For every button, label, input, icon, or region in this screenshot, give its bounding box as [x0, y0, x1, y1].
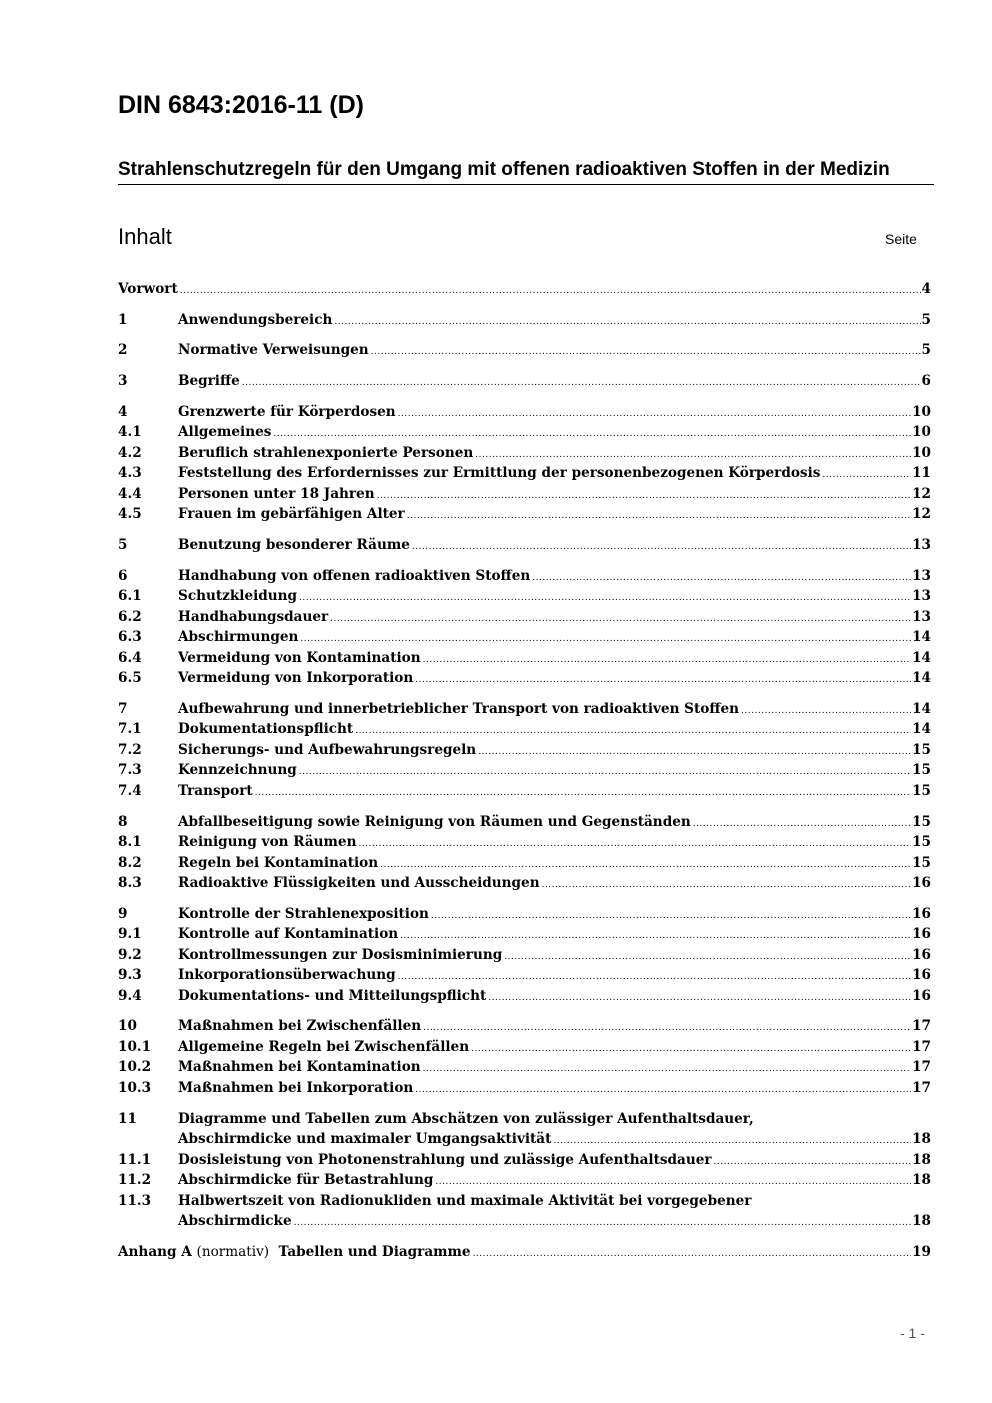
dot-leader — [488, 988, 911, 1009]
toc-entry-number: 6.5 — [118, 670, 142, 687]
toc-entry-title: Transport — [178, 782, 253, 799]
toc-entry-2[interactable] — [118, 340, 931, 361]
dot-leader — [398, 404, 911, 425]
toc-entry-number: 6.1 — [118, 588, 142, 605]
toc-entry-title: Sicherungs- und Aufbewahrungsregeln — [178, 741, 477, 758]
toc-entry-number: 11.3 — [118, 1192, 152, 1209]
toc-entry-page: 5 — [921, 311, 931, 328]
toc-entry-9-4[interactable] — [118, 986, 931, 1007]
toc-entry-title: Handhabung von offenen radioaktiven Stoffen — [178, 567, 531, 584]
toc-entry-title: Vermeidung von Kontamination — [178, 649, 421, 666]
dot-leader — [542, 875, 912, 896]
toc-entry-page: 13 — [912, 588, 931, 605]
toc-entry-title: Maßnahmen bei Kontamination — [178, 1059, 421, 1076]
toc-entry-page: 15 — [912, 762, 931, 779]
toc-entry-page: 10 — [912, 444, 931, 461]
dot-leader — [299, 588, 911, 609]
toc-entry-4[interactable] — [118, 402, 931, 423]
dot-leader — [423, 1018, 911, 1039]
toc-entry-number: 3 — [118, 373, 128, 390]
toc-entry-6[interactable] — [118, 566, 931, 587]
toc-entry-number: 8.3 — [118, 875, 142, 891]
dot-leader — [407, 506, 911, 527]
dot-leader — [431, 906, 911, 927]
toc-entry-number: 4.4 — [118, 485, 142, 502]
toc-entry-title: Feststellung des Erfordernisses zur Ermittlung der personenbezogenen Körperdosis — [178, 465, 821, 482]
toc-entry-page: 5 — [921, 342, 931, 359]
dot-leader — [371, 342, 921, 363]
toc-entry-title: Abschirmdicke und maximaler Umgangsaktivität — [178, 1131, 552, 1148]
document-id: DIN 6843:2016-11 (D) — [118, 91, 364, 119]
toc-entry-7-2[interactable] — [118, 740, 931, 761]
toc-entry-page: 16 — [912, 905, 931, 922]
toc-entry-number: 11 — [118, 1110, 137, 1127]
toc-entry-title: Reinigung von Räumen — [178, 834, 357, 850]
toc-entry-title: Kontrolle auf Kontamination — [178, 926, 399, 943]
toc-entry-page: 14 — [912, 721, 931, 738]
dot-leader — [180, 281, 921, 302]
toc-entry-number: 7.1 — [118, 721, 142, 738]
toc-entry-number: 4.3 — [118, 465, 142, 482]
dot-leader — [415, 1080, 911, 1101]
toc-entry-number: 1 — [118, 311, 128, 328]
toc-entry-title: Abfallbeseitigung sowie Reinigung von Räumen und Gegenständen — [178, 813, 691, 830]
toc-entry-page: 17 — [912, 1059, 931, 1076]
toc-entry-page: 15 — [912, 834, 931, 850]
document-title: Strahlenschutzregeln für den Umgang mit offenen radioaktiven Stoffen in der Medizin — [118, 157, 934, 185]
toc-entry-page: 18 — [912, 1131, 931, 1148]
toc-entry-page: 14 — [912, 649, 931, 666]
toc-entry-4-2[interactable] — [118, 443, 931, 464]
toc-entry-page: 16 — [912, 926, 931, 943]
toc-entry-6-1[interactable] — [118, 586, 931, 607]
toc-entry-number: 2 — [118, 342, 128, 359]
dot-leader — [532, 568, 911, 589]
toc-entry-6-4[interactable] — [118, 648, 931, 669]
toc-entry-11-line2[interactable] — [118, 1129, 931, 1150]
dot-leader — [822, 465, 911, 486]
toc-entry-number: 9 — [118, 905, 128, 922]
toc-entry-number: 6.2 — [118, 608, 142, 625]
dot-leader — [380, 855, 911, 876]
toc-entry-9-2[interactable] — [118, 945, 931, 966]
toc-entry-title — [118, 1242, 473, 1263]
toc-entry-annex-a[interactable] — [118, 1242, 931, 1263]
toc-entry-title: Regeln bei Kontamination — [178, 854, 379, 871]
toc-entry-title: Abschirmdicke — [178, 1213, 292, 1230]
dot-leader — [435, 1172, 911, 1193]
toc-entry-number: 4 — [118, 403, 128, 420]
toc-entry-title: Kontrollmessungen zur Dosisminimierung — [178, 946, 503, 963]
toc-entry-number: 8.1 — [118, 834, 142, 850]
toc-entry-title: Allgemeine Regeln bei Zwischenfällen — [178, 1038, 470, 1055]
toc-entry-number: 9.2 — [118, 946, 142, 963]
toc-entry-page: 10 — [912, 424, 931, 441]
toc-entry-title: Maßnahmen bei Inkorporation — [178, 1079, 414, 1096]
toc-entry-1[interactable] — [118, 310, 931, 331]
toc-entry-page: 13 — [912, 567, 931, 584]
dot-leader — [294, 1213, 911, 1234]
toc-entry-number: 8 — [118, 813, 128, 830]
toc-entry-title: Schutzkleidung — [178, 588, 298, 605]
toc-entry-title: Diagramme und Tabellen zum Abschätzen von zulässiger Aufenthaltsdauer, — [178, 1110, 754, 1127]
toc-entry-page: 6 — [921, 373, 931, 390]
toc-entry-page: 18 — [912, 1151, 931, 1168]
toc-entry-page: 15 — [912, 741, 931, 758]
toc-entry-number: 4.2 — [118, 444, 142, 461]
toc-entry-page: 16 — [912, 987, 931, 1004]
toc-entry-10-2[interactable] — [118, 1057, 931, 1078]
toc-entry-page: 15 — [912, 813, 931, 830]
toc-entry-number: 10 — [118, 1018, 137, 1035]
toc-entry-number: 9.3 — [118, 967, 142, 984]
toc-entry-8-1[interactable] — [118, 832, 931, 853]
toc-entry-page: 19 — [912, 1243, 931, 1260]
toc-entry-5[interactable] — [118, 535, 931, 556]
toc-entry-title: Benutzung besonderer Räume — [178, 536, 410, 553]
dot-leader — [423, 650, 911, 671]
toc-entry-page: 4 — [921, 281, 931, 297]
toc-entry-number: 11.2 — [118, 1172, 152, 1189]
toc-entry-page: 11 — [912, 465, 931, 482]
toc-entry-6-3[interactable] — [118, 627, 931, 648]
toc-entry-vorwort[interactable] — [118, 279, 931, 300]
dot-leader — [741, 701, 911, 722]
dot-leader — [693, 814, 911, 835]
toc-entry-page: 18 — [912, 1172, 931, 1189]
toc-entry-title: Normative Verweisungen — [178, 342, 369, 359]
dot-leader — [400, 926, 911, 947]
toc-entry-9-1[interactable] — [118, 924, 931, 945]
toc-entry-title: Maßnahmen bei Zwischenfällen — [178, 1018, 422, 1035]
dot-leader — [415, 670, 911, 691]
dot-leader — [714, 1152, 912, 1173]
dot-leader — [334, 312, 920, 333]
toc-entry-title: Personen unter 18 Jahren — [178, 485, 375, 502]
toc-entry-title: Aufbewahrung und innerbetrieblicher Transport von radioaktiven Stoffen — [178, 700, 740, 717]
dot-leader — [471, 1039, 911, 1060]
toc-entry-page: 14 — [912, 700, 931, 717]
toc-entry-title: Allgemeines — [178, 424, 272, 441]
toc-entry-title: Frauen im gebärfähigen Alter — [178, 506, 405, 523]
toc-entry-title: Inkorporationsüberwachung — [178, 967, 396, 984]
toc-entry-number: 8.2 — [118, 854, 142, 871]
toc-entry-title: Anwendungsbereich — [178, 311, 333, 328]
toc-entry-9-3[interactable] — [118, 965, 931, 986]
annex-title: Tabellen und Diagramme — [278, 1243, 471, 1260]
toc-entry-number: 5 — [118, 536, 128, 553]
toc-entry-4-3[interactable] — [118, 463, 931, 484]
dot-leader — [330, 609, 911, 630]
toc-entry-page: 13 — [912, 608, 931, 625]
toc-entry-page: 13 — [912, 536, 931, 553]
page-column-label: Seite — [885, 231, 917, 247]
toc-entry-title: Halbwertszeit von Radionukliden und maximale Aktivität bei vorgegebener — [178, 1192, 752, 1209]
toc-entry-number: 11.1 — [118, 1151, 152, 1168]
toc-entry-number: 6 — [118, 567, 128, 584]
toc-entry-page: 14 — [912, 629, 931, 646]
toc-entry-6-5[interactable] — [118, 668, 931, 689]
toc-entry-page: 16 — [912, 875, 931, 891]
dot-leader — [475, 445, 911, 466]
toc-entry-number: 7.3 — [118, 762, 142, 779]
toc-entry-page: 17 — [912, 1079, 931, 1096]
toc-entry-page: 14 — [912, 670, 931, 687]
toc-entry-page: 17 — [912, 1038, 931, 1055]
dot-leader — [504, 947, 911, 968]
toc-entry-page: 17 — [912, 1018, 931, 1035]
dot-leader — [255, 783, 911, 804]
toc-entry-number: 10.1 — [118, 1038, 152, 1055]
toc-entry-number: 9.4 — [118, 987, 142, 1004]
toc-entry-number: 7 — [118, 700, 128, 717]
toc-entry-3[interactable] — [118, 371, 931, 392]
toc-entry-title: Dokumentations- und Mitteilungspflicht — [178, 987, 487, 1004]
toc-entry-page: 15 — [912, 854, 931, 871]
dot-leader — [423, 1059, 911, 1080]
toc-entry-title: Grenzwerte für Körperdosen — [178, 403, 396, 420]
toc-entry-8-2[interactable] — [118, 853, 931, 874]
table-of-contents — [118, 279, 931, 1262]
toc-entry-title: Handhabungsdauer — [178, 608, 329, 625]
toc-entry-6-2[interactable] — [118, 607, 931, 628]
toc-entry-number: 10.2 — [118, 1059, 152, 1076]
toc-entry-11-1[interactable] — [118, 1150, 931, 1171]
toc-entry-page: 10 — [912, 403, 931, 420]
toc-entry-8-3[interactable] — [118, 873, 931, 894]
toc-entry-title: Abschirmungen — [178, 629, 299, 646]
toc-entry-title: Dokumentationspflicht — [178, 721, 354, 738]
toc-entry-10[interactable] — [118, 1016, 931, 1037]
toc-entry-number: 4.5 — [118, 506, 142, 523]
dot-leader — [473, 1244, 912, 1265]
toc-entry-page: 12 — [912, 506, 931, 523]
annex-prefix: Anhang A — [118, 1243, 192, 1260]
dot-leader — [300, 629, 911, 650]
toc-entry-page: 15 — [912, 782, 931, 799]
toc-entry-page: 18 — [912, 1213, 931, 1230]
toc-entry-7[interactable] — [118, 699, 931, 720]
dot-leader — [358, 834, 911, 855]
toc-entry-page: 16 — [912, 967, 931, 984]
toc-entry-4-1[interactable] — [118, 422, 931, 443]
toc-entry-9[interactable] — [118, 904, 931, 925]
dot-leader — [478, 742, 911, 763]
toc-entry-number: 9.1 — [118, 926, 142, 943]
toc-entry-4-5[interactable] — [118, 504, 931, 525]
toc-entry-title: Kontrolle der Strahlenexposition — [178, 905, 429, 922]
toc-heading: Inhalt — [118, 224, 172, 249]
toc-entry-7-3[interactable] — [118, 760, 931, 781]
toc-entry-10-1[interactable] — [118, 1037, 931, 1058]
toc-entry-11-3-line2[interactable] — [118, 1211, 931, 1232]
toc-entry-title: Dosisleistung von Photonenstrahlung und zulässige Aufenthaltsdauer — [178, 1151, 712, 1168]
toc-entry-number: 7.4 — [118, 782, 142, 799]
toc-entry-7-1[interactable] — [118, 719, 931, 740]
dot-leader — [242, 373, 921, 394]
toc-entry-8[interactable] — [118, 812, 931, 833]
toc-entry-4-4[interactable] — [118, 484, 931, 505]
toc-entry-title: Beruflich strahlenexponierte Personen — [178, 444, 474, 461]
toc-entry-title: Radioaktive Flüssigkeiten und Ausscheidungen — [178, 875, 540, 891]
annex-qualifier: (normativ) — [196, 1243, 270, 1260]
toc-entry-11-3-line1[interactable] — [118, 1191, 931, 1212]
toc-entry-number: 7.2 — [118, 741, 142, 758]
dot-leader — [398, 967, 911, 988]
toc-entry-11-line1[interactable] — [118, 1109, 931, 1130]
toc-entry-number: 6.3 — [118, 629, 142, 646]
dot-leader — [412, 537, 911, 558]
toc-entry-page: 12 — [912, 485, 931, 502]
toc-entry-number: 6.4 — [118, 649, 142, 666]
dot-leader — [355, 721, 911, 742]
toc-entry-title: Begriffe — [178, 373, 240, 390]
dot-leader — [299, 762, 911, 783]
dot-leader — [553, 1131, 911, 1152]
toc-entry-7-4[interactable] — [118, 781, 931, 802]
toc-entry-title: Abschirmdicke für Betastrahlung — [178, 1172, 434, 1189]
dot-leader — [377, 486, 911, 507]
toc-entry-page: 16 — [912, 946, 931, 963]
page-number: - 1 - — [900, 1325, 925, 1341]
toc-entry-number: 10.3 — [118, 1079, 152, 1096]
toc-entry-title: Vermeidung von Inkorporation — [178, 670, 414, 687]
toc-entry-10-3[interactable] — [118, 1078, 931, 1099]
toc-entry-title: Vorwort — [118, 281, 178, 297]
dot-leader — [273, 424, 911, 445]
toc-entry-11-2[interactable] — [118, 1170, 931, 1191]
toc-entry-title: Kennzeichnung — [178, 762, 297, 779]
toc-entry-number: 4.1 — [118, 424, 142, 441]
